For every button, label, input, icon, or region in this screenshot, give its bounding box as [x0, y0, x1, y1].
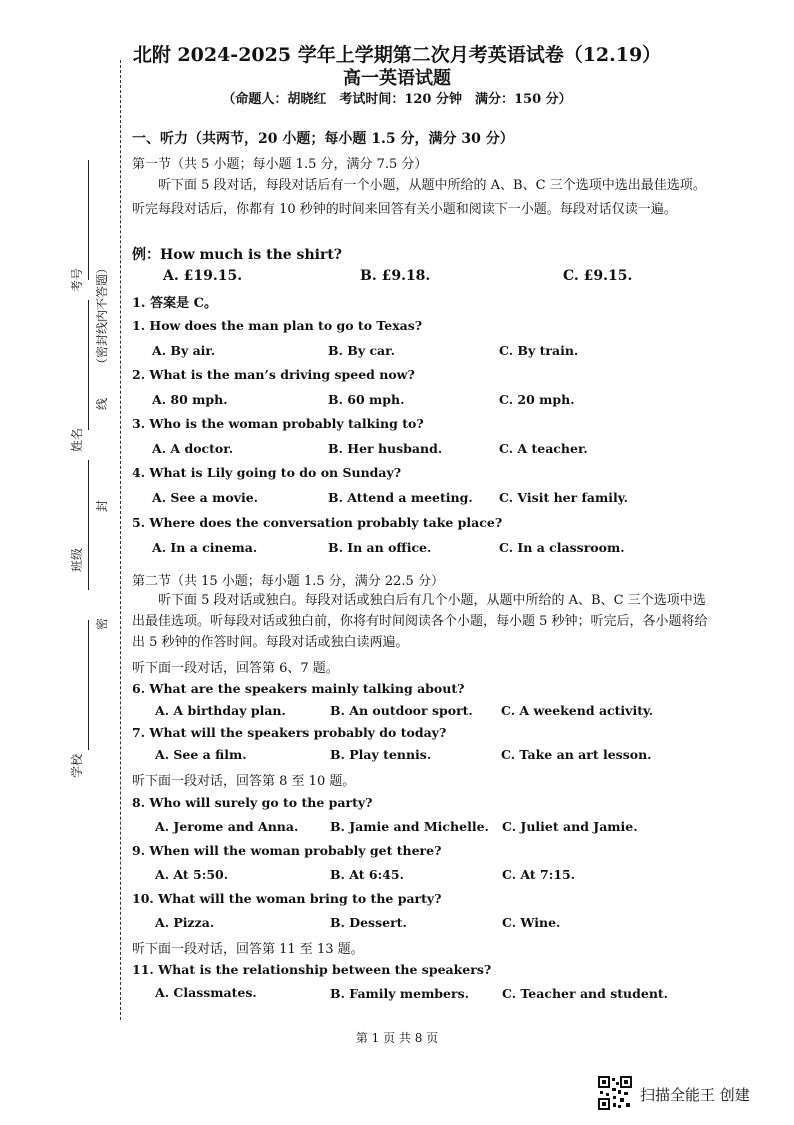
section2-instructions: 听下面 5 段对话或独白。每段对话或独白后有几个小题，从题中所给的 A、B、C 三个选项中选出最佳选项。听每段对话或独白前，你将有时间阅读各个小题，每小题 5 秒钟；听完后，各小题将给出 5 秒钟的作答时间。每段对话或独白读两遍。	[132, 593, 708, 650]
question-6: 6. What are the speakers mainly talking about?	[132, 681, 465, 696]
question-5: 5. Where does the conversation probably take place?	[132, 515, 503, 530]
binding-secret-char: 密	[95, 617, 109, 630]
exam-subtitle: 高一英语试题	[343, 68, 451, 89]
section2-heading: 第二节（共 15 小题；每小题 1.5 分，满分 22.5 分）	[132, 574, 444, 589]
exam-meta: （命题人：胡晓红 考试时间：120 分钟 满分：150 分）	[222, 92, 572, 107]
q4-option-c: C. Visit her family.	[499, 490, 628, 505]
q10-option-c: C. Wine.	[502, 915, 561, 930]
q5-option-a: A. In a cinema.	[152, 540, 258, 555]
q4-option-b: B. Attend a meeting.	[328, 490, 473, 505]
q7-option-b: B. Play tennis.	[330, 747, 432, 762]
q8-option-b: B. Jamie and Michelle.	[330, 819, 489, 834]
q2-option-a: A. 80 mph.	[152, 392, 228, 407]
q3-option-a: A. A doctor.	[152, 441, 234, 456]
q5-option-b: B. In an office.	[328, 540, 432, 555]
binding-name: 姓名	[70, 427, 84, 452]
q1-option-b: B. By car.	[328, 343, 395, 358]
q9-option-c: C. At 7:15.	[502, 867, 576, 882]
q6-option-b: B. An outdoor sport.	[330, 703, 473, 718]
q2-option-c: C. 20 mph.	[499, 392, 575, 407]
blank-line-class	[88, 460, 89, 590]
qr-code-icon	[598, 1076, 632, 1110]
part1-heading: 一、听力（共两节，20 小题；每小题 1.5 分，满分 30 分）	[132, 131, 514, 147]
blank-line-exam-no	[88, 160, 89, 280]
binding-school: 学校	[70, 753, 84, 778]
question-2: 2. What is the man’s driving speed now?	[132, 367, 415, 382]
q7-option-a: A. See a film.	[155, 747, 247, 762]
section2-lead-2: 听下面一段对话，回答第 8 至 10 题。	[132, 774, 356, 789]
section2-lead-3: 听下面一段对话，回答第 11 至 13 题。	[132, 942, 364, 957]
blank-line-school	[88, 620, 89, 750]
q10-option-a: A. Pizza.	[155, 915, 215, 930]
q6-option-a: A. A birthday plan.	[155, 703, 286, 718]
binding-dashed-line	[120, 60, 121, 1020]
blank-line-name	[88, 300, 89, 430]
question-10: 10. What will the woman bring to the party?	[132, 891, 442, 906]
q8-option-a: A. Jerome and Anna.	[155, 819, 299, 834]
scanner-watermark: 扫描全能王 创建	[640, 1086, 750, 1104]
example-question: 例：How much is the shirt?	[132, 247, 342, 263]
example-answer: 1. 答案是 C。	[132, 296, 217, 311]
q1-option-c: C. By train.	[499, 343, 579, 358]
binding-seal-char: 封	[95, 499, 109, 512]
page-number: 第 1 页 共 8 页	[355, 1031, 439, 1045]
q9-option-a: A. At 5:50.	[155, 867, 229, 882]
q10-option-b: B. Dessert.	[330, 915, 407, 930]
example-option-a: A. £19.15.	[163, 268, 243, 284]
q6-option-c: C. A weekend activity.	[501, 703, 654, 718]
binding-exam-no: 考号	[70, 267, 84, 292]
binding-class: 班级	[70, 547, 84, 572]
binding-line-char: 线	[95, 397, 109, 410]
q1-option-a: A. By air.	[152, 343, 216, 358]
question-8: 8. Who will surely go to the party?	[132, 795, 373, 810]
section2-lead-1: 听下面一段对话，回答第 6、7 题。	[132, 661, 339, 676]
question-1: 1. How does the man plan to go to Texas?	[132, 318, 423, 333]
question-7: 7. What will the speakers probably do today?	[132, 725, 447, 740]
q7-option-c: C. Take an art lesson.	[501, 747, 652, 762]
q9-option-b: B. At 6:45.	[330, 867, 404, 882]
section1-instructions: 听下面 5 段对话，每段对话后有一个小题，从题中所给的 A、B、C 三个选项中选出最佳选项。听完每段对话后，你都有 10 秒钟的时间来回答有关小题和阅读下一小题。每段对话仅读一遍。	[132, 178, 706, 217]
example-option-c: C. £9.15.	[563, 268, 633, 284]
binding-note: （密封线内不答题）	[95, 261, 109, 370]
q11-option-b: B. Family members.	[330, 986, 469, 1001]
q2-option-b: B. 60 mph.	[328, 392, 405, 407]
question-4: 4. What is Lily going to do on Sunday?	[132, 465, 402, 480]
q4-option-a: A. See a movie.	[152, 490, 259, 505]
q3-option-c: C. A teacher.	[499, 441, 588, 456]
exam-title: 北附 2024-2025 学年上学期第二次月考英语试卷（12.19）	[132, 44, 662, 66]
q3-option-b: B. Her husband.	[328, 441, 443, 456]
q8-option-c: C. Juliet and Jamie.	[502, 819, 638, 834]
q11-option-a: A. Classmates.	[155, 985, 257, 1000]
question-3: 3. Who is the woman probably talking to?	[132, 416, 424, 431]
q11-option-c: C. Teacher and student.	[502, 986, 669, 1001]
question-9: 9. When will the woman probably get there?	[132, 843, 442, 858]
question-11: 11. What is the relationship between the speakers?	[132, 962, 492, 977]
q5-option-c: C. In a classroom.	[499, 540, 625, 555]
section1-heading: 第一节（共 5 小题；每小题 1.5 分，满分 7.5 分）	[132, 157, 428, 172]
example-option-b: B. £9.18.	[360, 268, 431, 284]
